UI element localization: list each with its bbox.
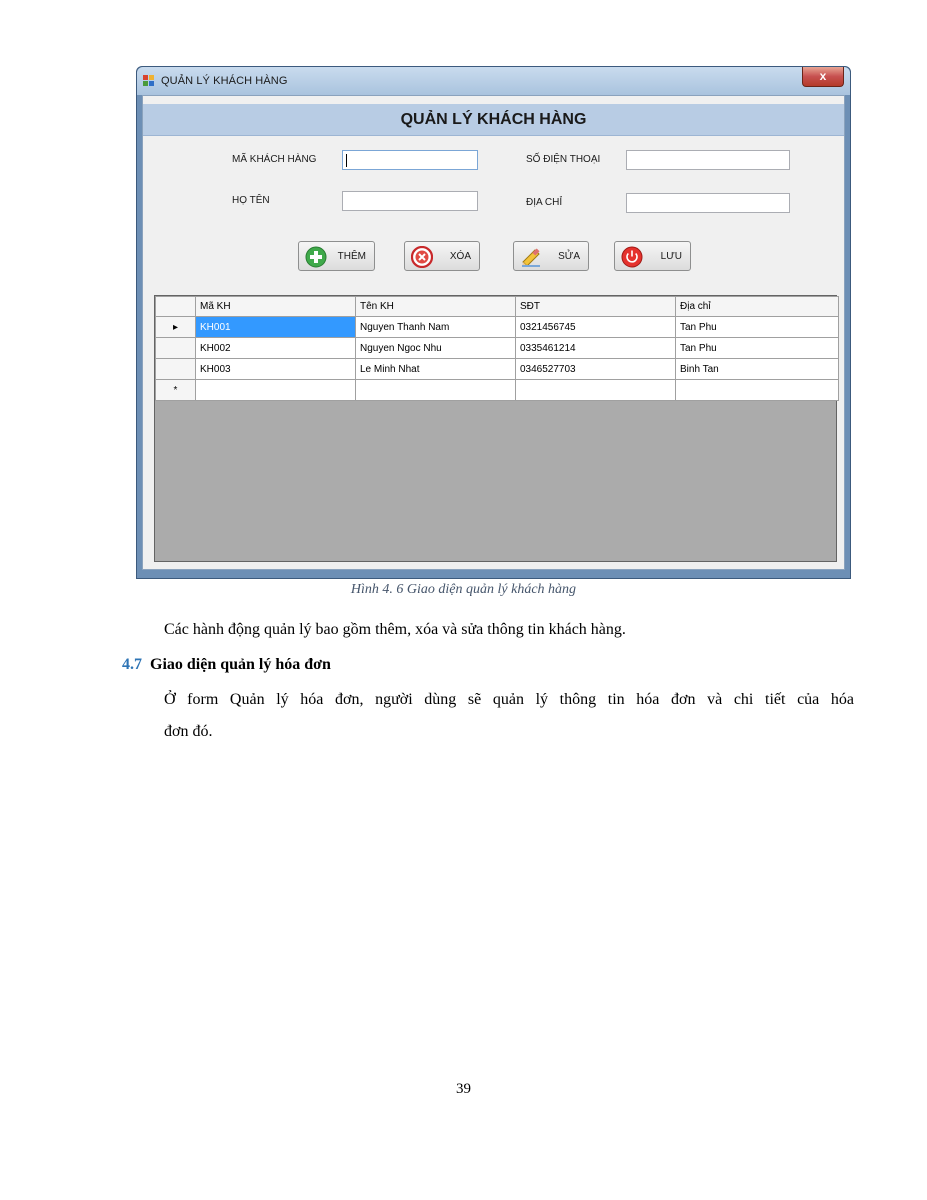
cell-customer-address[interactable]: Tan Phu xyxy=(676,338,839,359)
new-cell[interactable] xyxy=(356,380,516,401)
table-row[interactable] xyxy=(156,359,839,380)
cell-customer-address[interactable]: Binh Tan xyxy=(676,359,839,380)
save-button-label: LƯU xyxy=(660,251,682,262)
paragraph-actions: Các hành động quản lý bao gồm thêm, xóa và sửa thông tin khách hàng. xyxy=(164,621,626,638)
edit-button[interactable] xyxy=(513,241,589,271)
name-input[interactable] xyxy=(342,191,478,211)
row-header[interactable] xyxy=(156,338,196,359)
phone-input[interactable] xyxy=(626,150,790,170)
table-row[interactable] xyxy=(156,338,839,359)
customer-data-grid[interactable] xyxy=(154,295,837,562)
customer-id-label: MÃ KHÁCH HÀNG xyxy=(232,154,317,165)
cell-customer-id[interactable]: KH002 xyxy=(196,338,356,359)
new-cell[interactable] xyxy=(196,380,356,401)
form-header: QUẢN LÝ KHÁCH HÀNG xyxy=(143,104,844,136)
row-header[interactable] xyxy=(156,359,196,380)
form-client-area xyxy=(142,95,845,570)
cell-customer-name[interactable]: Nguyen Ngoc Nhu xyxy=(356,338,516,359)
cell-customer-phone[interactable]: 0335461214 xyxy=(516,338,676,359)
window-titlebar[interactable] xyxy=(137,67,850,95)
delete-x-icon xyxy=(411,246,433,268)
current-row-indicator-icon[interactable]: ▸ xyxy=(156,317,196,338)
add-button[interactable] xyxy=(298,241,375,271)
new-cell[interactable] xyxy=(676,380,839,401)
column-header-id[interactable]: Mã KH xyxy=(196,297,356,317)
address-input[interactable] xyxy=(626,193,790,213)
grid-header-row xyxy=(156,297,839,317)
grid-corner-cell[interactable] xyxy=(156,297,196,317)
new-row[interactable] xyxy=(156,380,839,401)
add-button-label: THÊM xyxy=(337,251,366,262)
text-caret xyxy=(346,154,347,167)
paragraph-invoice-line1: Ở form Quản lý hóa đơn, người dùng sẽ quản lý thông tin hóa đơn và chi tiết của hóa xyxy=(164,691,854,708)
cell-customer-phone[interactable]: 0346527703 xyxy=(516,359,676,380)
section-title: Giao diện quản lý hóa đơn xyxy=(150,656,331,673)
close-button[interactable]: x xyxy=(802,67,844,87)
customer-id-input[interactable] xyxy=(342,150,478,170)
address-label: ĐỊA CHỈ xyxy=(526,197,563,208)
new-cell[interactable] xyxy=(516,380,676,401)
section-heading xyxy=(122,656,331,674)
cell-customer-name[interactable]: Nguyen Thanh Nam xyxy=(356,317,516,338)
window-title: QUẢN LÝ KHÁCH HÀNG xyxy=(161,75,288,87)
figure-caption: Hình 4. 6 Giao diện quản lý khách hàng xyxy=(350,582,577,597)
cell-customer-phone[interactable]: 0321456745 xyxy=(516,317,676,338)
delete-button[interactable] xyxy=(404,241,480,271)
table-row[interactable] xyxy=(156,317,839,338)
save-button[interactable] xyxy=(614,241,691,271)
cell-customer-id[interactable]: KH003 xyxy=(196,359,356,380)
cell-customer-id[interactable]: KH001 xyxy=(196,317,356,338)
column-header-phone[interactable]: SĐT xyxy=(516,297,676,317)
app-icon xyxy=(143,75,155,87)
power-icon xyxy=(621,246,643,268)
paragraph-invoice-line2: đơn đó. xyxy=(164,723,213,740)
cell-customer-address[interactable]: Tan Phu xyxy=(676,317,839,338)
plus-icon xyxy=(305,246,327,268)
page-number: 39 xyxy=(456,1081,471,1097)
column-header-name[interactable]: Tên KH xyxy=(356,297,516,317)
column-header-address[interactable]: Địa chỉ xyxy=(676,297,839,317)
cell-customer-name[interactable]: Le Minh Nhat xyxy=(356,359,516,380)
section-number: 4.7 xyxy=(122,656,142,673)
customer-management-window xyxy=(136,66,851,579)
new-row-indicator-icon[interactable]: * xyxy=(156,380,196,401)
edit-button-label: SỬA xyxy=(558,251,580,262)
name-label: HỌ TÊN xyxy=(232,195,270,206)
pencil-icon xyxy=(520,246,542,268)
phone-label: SỐ ĐIỆN THOẠI xyxy=(526,154,601,165)
delete-button-label: XÓA xyxy=(449,251,471,262)
